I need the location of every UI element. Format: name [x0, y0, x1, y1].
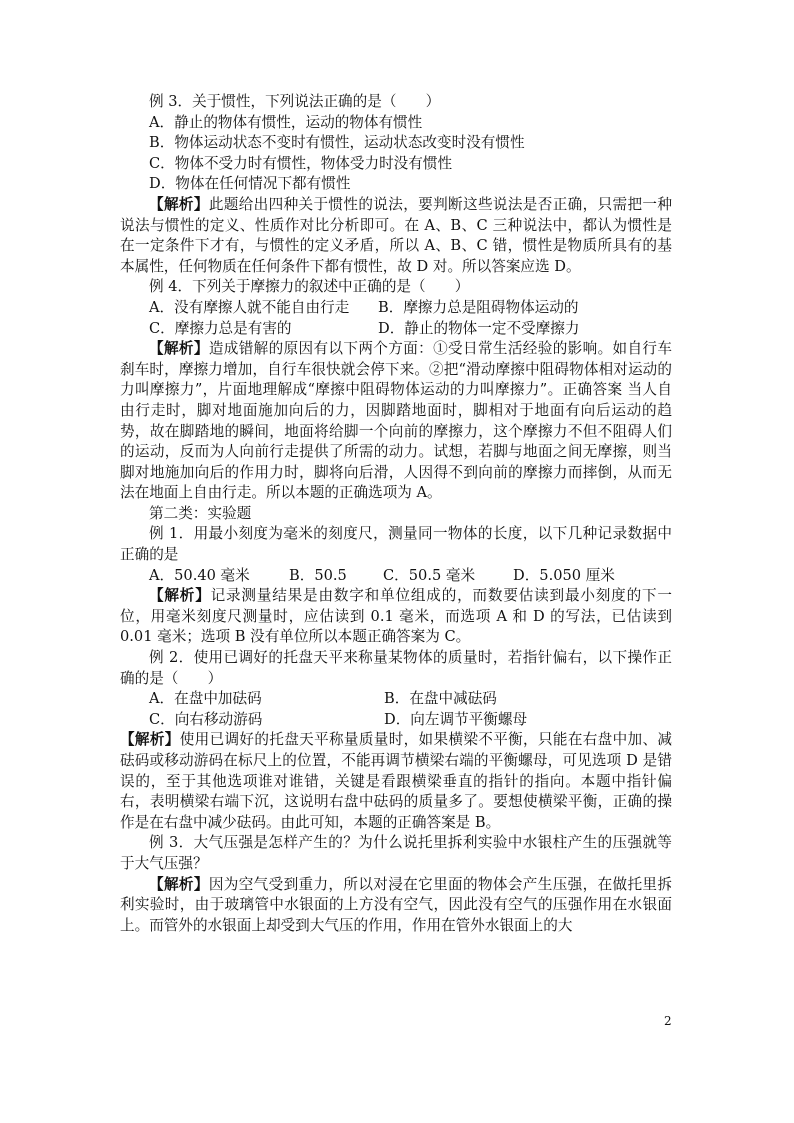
analysis: [120, 730, 672, 833]
option-c: C．摩擦力总是有害的: [149, 319, 292, 337]
section-heading: 第二类：实验题: [149, 504, 252, 522]
option-d: D．5.050 厘米: [513, 566, 615, 584]
option-row: [120, 566, 672, 587]
analysis-text: 此题给出四种关于惯性的说法，要判断这些说法是否正确，只需把一种说法与惯性的定义、性质作对比分析即可。在 A、B、C 三种说法中，都认为惯性是在一定条件下才有，与惯性的定义矛盾，所以 A、B、C 错，惯性是物质所具有的基本属性，任何物质在任何条件下都有惯性，故 D 对。所以答案应选 D。: [120, 195, 672, 275]
option-d: D．向左调节平衡螺母: [384, 710, 528, 728]
option-c: C．向右移动游码: [149, 710, 263, 728]
analysis: [120, 875, 672, 937]
question: 例 2．使用已调好的托盘天平来称量某物体的质量时，若指针偏右，以下操作正确的是（ ）: [120, 649, 672, 687]
option-c: C．物体不受力时有惯性，物体受力时没有惯性: [149, 154, 453, 172]
analysis-tag: 【解析】: [149, 340, 209, 358]
option-row: [120, 319, 672, 340]
option-a: A．在盘中加砝码: [149, 690, 262, 708]
option-d: D．物体在任何情况下都有惯性: [149, 175, 351, 193]
option-a: A．50.40 毫米: [149, 566, 250, 584]
question: 例 3．大气压强是怎样产生的？为什么说托里拆利实验中水银柱产生的压强就等于大气压强？: [120, 834, 672, 872]
option-d: D．静止的物体一定不受摩擦力: [378, 319, 580, 337]
question: 例 4．下列关于摩擦力的叙述中正确的是（ ）: [149, 278, 470, 296]
analysis-tag: 【解析】: [149, 195, 209, 213]
document-page: [120, 92, 672, 936]
analysis-tag: 【解析】: [120, 731, 180, 749]
option-a: A．静止的物体有惯性，运动的物体有惯性: [149, 113, 423, 131]
experiment-example-2: [120, 648, 672, 833]
option-row: [120, 298, 672, 319]
analysis-text: 造成错解的原因有以下两个方面：①受日常生活经验的影响。如自行车刹车时，摩擦力增加，自行车很快就会停下来。②把“滑动摩擦中阻碍物体相对运动的力叫摩擦力”，片面地理解成“摩擦中阻碍物体运动的力叫摩擦力”。正确答案 当人自由行走时，脚对地面施加向后的力，因脚踏地面时，脚相对于地面有向后运动的趋势，故在脚踏地的瞬间，地面将给脚一个向前的摩擦力，这个摩擦力不但不阻碍人们的运动，反而为人向前行走提供了所需的动力。试想，若脚与地面之间无摩擦，则当脚对地施加向后的作用力时，脚将向后滑，人因得不到向前的摩擦力而摔倒，从而无法在地面上自由行走。所以本题的正确选项为 A。: [120, 340, 672, 502]
option-c: C．50.5 毫米: [383, 566, 476, 584]
question: 例 3．关于惯性，下列说法正确的是（ ）: [149, 93, 441, 110]
example-3-inertia: [120, 92, 672, 277]
analysis-tag: 【解析】: [149, 875, 209, 893]
analysis: [120, 339, 672, 504]
example-4-friction: [120, 277, 672, 504]
analysis: [120, 586, 672, 648]
experiment-example-1: [120, 524, 672, 648]
analysis-text: 记录测量结果是由数字和单位组成的，而数要估读到最小刻度的下一位，用毫米刻度尺测量时，应估读到 0.1 毫米，而选项 A 和 D 的写法，已估读到 0.01 毫米；选项 B 没有单位所以本题正确答案为 C。: [120, 587, 672, 646]
page-number: 2: [664, 1014, 672, 1028]
analysis-tag: 【解析】: [149, 587, 211, 605]
option-b: B．物体运动状态不变时有惯性，运动状态改变时没有惯性: [149, 134, 525, 152]
analysis-text: 使用已调好的托盘天平称量质量时，如果横梁不平衡，只能在右盘中加、减砝码或移动游码在标尺上的位置，不能再调节横梁右端的平衡螺母，可见选项 D 是错误的，至于其他选项谁对谁错，关键是看跟横梁垂直的指针的指向。本题中指针偏右，表明横梁右端下沉，这说明右盘中砝码的质量多了。要想使横梁平衡，正确的操作是在右盘中减少砝码。由此可知，本题的正确答案是 B。: [120, 731, 672, 831]
option-row: [120, 689, 672, 710]
experiment-example-3: [120, 833, 672, 936]
option-row: [120, 710, 672, 731]
option-b: B．在盘中减砝码: [384, 690, 497, 708]
option-a: A．没有摩擦人就不能自由行走: [149, 298, 350, 316]
option-b: B．摩擦力总是阻碍物体运动的: [378, 298, 579, 316]
analysis: [120, 195, 672, 277]
question: 例 1．用最小刻度为毫米的刻度尺，测量同一物体的长度，以下几种记录数据中正确的是: [120, 525, 672, 564]
option-b: B．50.5: [289, 566, 347, 584]
analysis-text: 因为空气受到重力，所以对浸在它里面的物体会产生压强，在做托里拆利实验时，由于玻璃管中水银面的上方没有空气，因此没有空气的压强作用在水银面上。而管外的水银面上却受到大气压的作用，作用在管外水银面上的大: [120, 875, 672, 934]
